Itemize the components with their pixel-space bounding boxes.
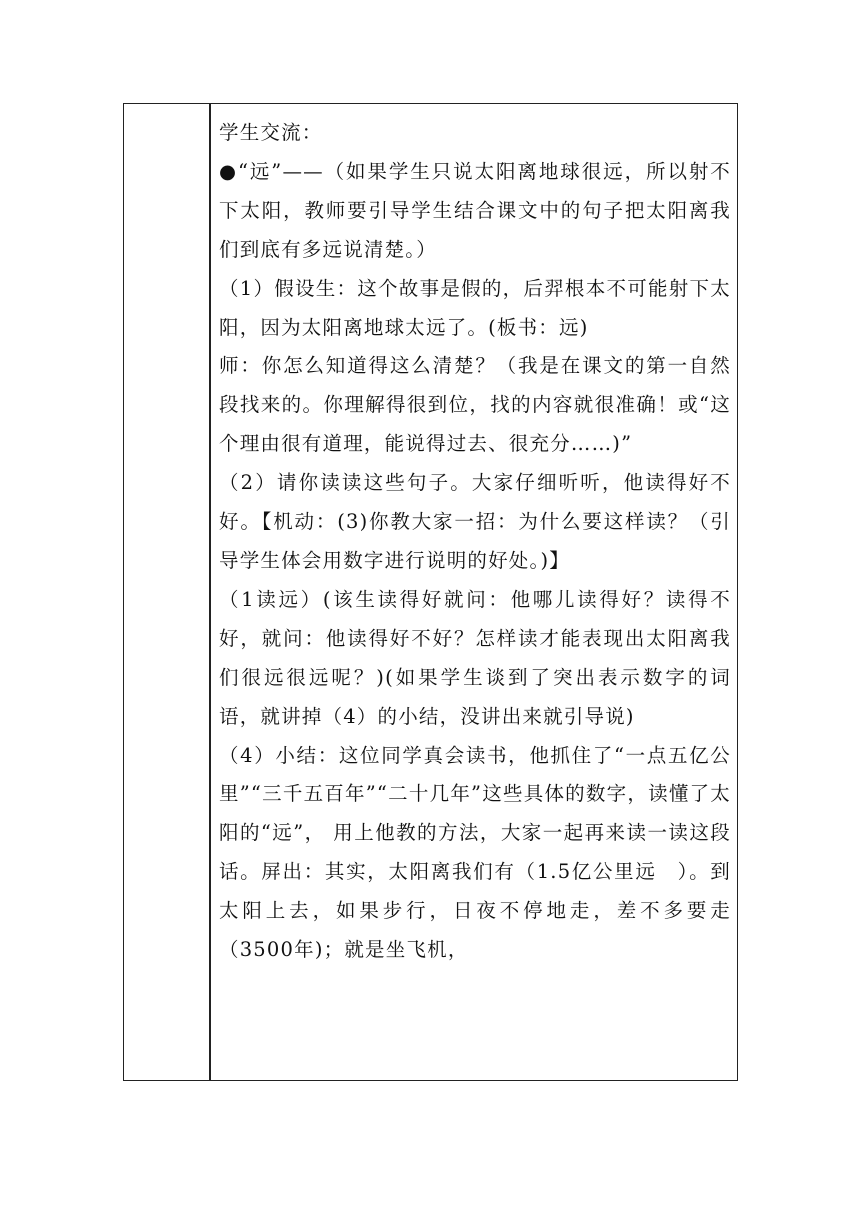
column-divider xyxy=(209,104,211,1080)
paragraph-hypothetical-student: （1）假设生：这个故事是假的，后羿根本不可能射下太阳，因为太阳离地球太远了。(板书：远) xyxy=(219,276,731,339)
paragraph-read-sentences: （2）请你读读这些句子。大家仔细听听，他读得好不好。【机动：(3)你教大家一招：为什么要这样读？（引导学生体会用数字进行说明的好处。)】 xyxy=(219,471,731,572)
paragraph-read-far: （1读远）(该生读得好就问：他哪儿读得好？读得不好，就问：他读得好不好？怎样读才能表现出太阳离我们很远很远呢？)(如果学生谈到了突出表示数字的词语，就讲掉（4）的小结，没讲出来就引导说) xyxy=(219,587,731,728)
content-cell xyxy=(219,114,731,970)
paragraph-teacher-question: 师：你怎么知道得这么清楚？（我是在课文的第一自然段找来的。你理解得很到位，找的内容就很准确！或“这个理由很有道理，能说得过去、很充分……)” xyxy=(219,354,731,456)
paragraph-heading: 学生交流： xyxy=(219,121,323,144)
paragraph-summary: （4）小结：这位同学真会读书，他抓住了“一点五亿公里”“三千五百年”“二十几年”这些具体的数字，读懂了太阳的“远”， 用上他教的方法，大家一起再来读一读这段话。屏出：其实，太阳离我们有（1.5亿公里远 ）。到太阳上去，如果步行，日夜不停地走，差不多要走（3500年)；就是坐飞机， xyxy=(219,743,731,962)
paragraph-yuan-point: ●“远”——（如果学生只说太阳离地球很远，所以射不下太阳，教师要引导学生结合课文中的句子把太阳离我们到底有多远说清楚。） xyxy=(219,159,731,261)
lesson-table xyxy=(123,103,738,1081)
left-column-cell xyxy=(124,104,209,1080)
